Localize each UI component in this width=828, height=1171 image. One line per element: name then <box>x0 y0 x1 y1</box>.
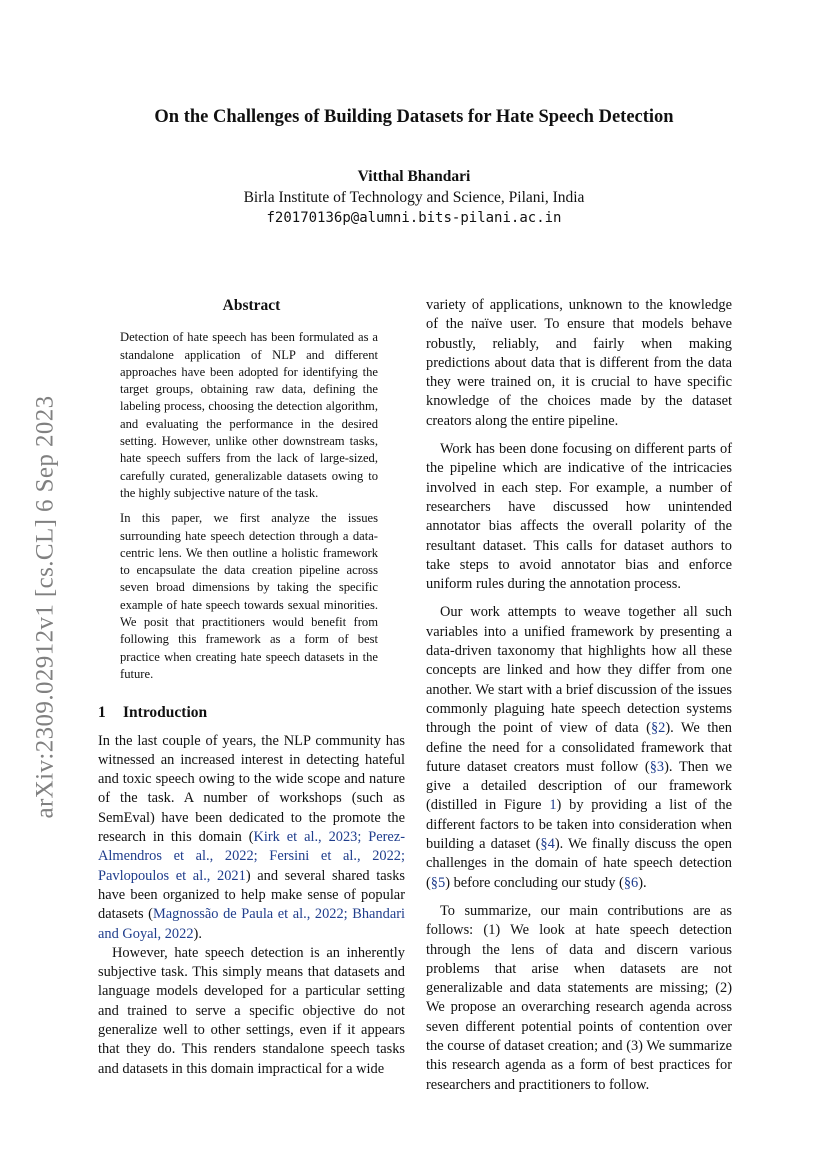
text-run: Our work attempts to weave together all such variables into a unified framework by presenting a data-driven taxonomy that highlights how all these concepts are linked and how they differ from one another. We start with a brief discussion of the issues commonly plaguing hate speech detection systems through the point of view of data ( <box>426 604 732 737</box>
intro-paragraph-5: To summarize, our main contributions are as follows: (1) We look at hate speech detection through the lens of data and discern various problems that arise when datasets are not generalizable and data statements are missing; (2) We propose an overarching research agenda across seven different potential points of contention over the course of dataset creation; and (3) We summarize this research agenda as a form of best practices for researchers and practitioners to follow. <box>426 902 732 1093</box>
text-run: ). Then we give a detailed description of our framework (distilled in Figure <box>426 758 732 814</box>
abstract-paragraph-2: In this paper, we first analyze the issues surrounding hate speech detection through a data-centric lens. We then outline a holistic framework to encapsulate the data creation pipeline across seven broad dimensions by taking the specific example of hate speech towards sexual minorities. We posit that practitioners would benefit from following this framework as a form of best practice when creating hate speech datasets in the future. <box>120 511 378 681</box>
citation-link[interactable]: Magnossão de Paula et al., 2022; Bhandari and Goyal, 2022 <box>98 906 406 942</box>
text-run: ) by providing a list of the different factors to be taken into consideration when building a dataset ( <box>426 797 732 853</box>
text-run: ). We then define the need for a consolidated framework that future dataset creators must follow ( <box>426 720 732 775</box>
section-ref-link[interactable]: §5 <box>430 874 446 891</box>
section-ref-link[interactable]: §6 <box>623 874 639 891</box>
text-run: ). We finally discuss the open challenges in the domain of hate speech detection ( <box>426 836 732 891</box>
section-heading-introduction <box>98 703 405 722</box>
intro-paragraph-3: Work has been done focusing on different parts of the pipeline which are indicative of the intricacies involved in each step. For example, a number of researchers have discussed how unintended annotator bias affects the overall polarity of the resultant dataset. This calls for dataset authors to take steps to avoid annotator bias and enforce uniform rules during the annotation process. <box>426 441 732 593</box>
text-run: ). <box>638 874 647 891</box>
author-email[interactable]: f20170136p@alumni.bits-pilani.ac.in <box>266 210 562 226</box>
section-ref-link[interactable]: §4 <box>540 836 555 853</box>
text-run: ) and several shared tasks have been organized to help make sense of popular datasets ( <box>98 867 405 923</box>
left-column <box>98 296 405 1079</box>
author-affiliation: Birla Institute of Technology and Science, Pilani, India <box>243 189 585 206</box>
section-number: 1 <box>98 704 106 722</box>
abstract-heading: Abstract <box>222 297 281 314</box>
section-ref-link[interactable]: §2 <box>650 720 666 737</box>
text-run: In the last couple of years, the NLP community has witnessed an increased interest in detecting hateful and toxic speech owing to the wide scope and nature of the task. A number of workshops (such as SemEval) have been dedicated to the promote the research in this domain ( <box>98 732 405 846</box>
paper-title: On the Challenges of Building Datasets for Hate Speech Detection <box>154 107 674 127</box>
abstract-paragraph-1: Detection of hate speech has been formulated as a standalone application of NLP and different approaches have been adopted for identifying the target groups, obtaining raw data, defining the labeling process, choosing the detection algorithm, and evaluating the performance in the desired setting. However, unlike other downstream tasks, hate speech suffers from the lack of large-sized, carefully curated, generalizable datasets owing to the highly subjective nature of the task. <box>120 330 378 500</box>
intro-paragraph-4 <box>426 603 732 892</box>
section-ref-link[interactable]: §3 <box>649 758 665 775</box>
arxiv-stamp-text: arXiv:2309.02912v1 [cs.CL] 6 Sep 2023 <box>32 395 59 819</box>
section-title: Introduction <box>123 704 208 722</box>
citation-link[interactable]: Kirk et al., 2023; Perez-Almendros et al., 2022; Fersini et al., 2022; Pavlopoulos et al., 2021 <box>98 829 405 884</box>
intro-paragraph-2: However, hate speech detection is an inherently subjective task. This simply means that datasets and language models developed for a particular setting and trained to serve a specific objective do not generalize well to other settings, even if it appears that they do. This renders standalone speech tasks and datasets in this domain impractical for a wide <box>98 944 405 1077</box>
arxiv-identifier-stamp <box>26 372 66 842</box>
text-run: ). <box>193 925 202 942</box>
text-run: ) before concluding our study ( <box>445 874 624 891</box>
figure-ref-link[interactable]: 1 <box>549 797 557 814</box>
intro-paragraph-1 <box>98 732 405 944</box>
abstract-body <box>98 329 405 683</box>
author-block <box>0 166 828 229</box>
right-column <box>426 296 732 1095</box>
intro-paragraph-2-continued: variety of applications, unknown to the knowledge of the naïve user. To ensure that models behave robustly, reliably, and fairly when making predictions about data that is different from the data they were trained on, it is crucial to have specific knowledge of the choices made by the dataset creators along the entire pipeline. <box>426 297 732 429</box>
author-name: Vitthal Bhandari <box>357 168 471 185</box>
